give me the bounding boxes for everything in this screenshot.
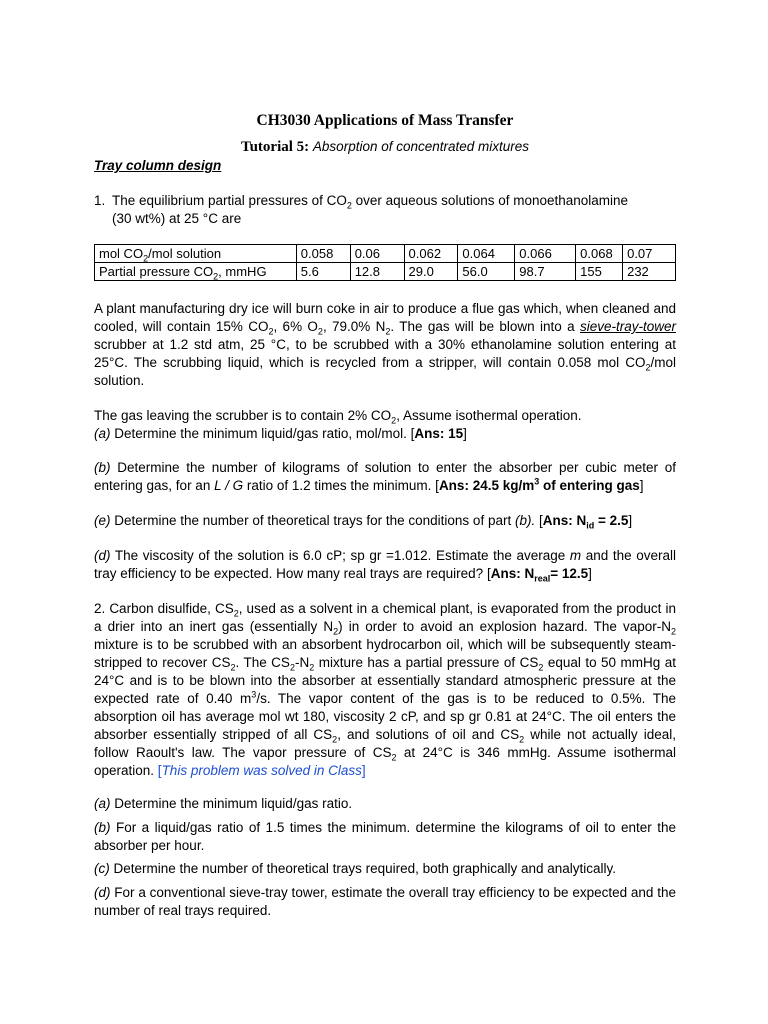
table-cell: 0.066 <box>515 245 576 263</box>
table-cell: 155 <box>576 263 623 281</box>
q2-part-a: (a) Determine the minimum liquid/gas ratio. <box>94 796 353 811</box>
question-2: 2. Carbon disulfide, $CS_2$, used as a solvent in a chemical plant, is evaporated from the product in a drier into an inert gas (essentially $N_2$) in order to avoid an explosion hazard. The vapor-$N_2$ mixture is to be scrubbed with an absorbent hydrocarbon oil, which will be subsequently steam-stripped to recover $CS_2$. The $CS_2-N_2$ mixture has a partial pressure of $CS_2$ equal to 50 mmHg at 24°C and is to be blown into the absorber at essentially standard atmospheric pressure at the expected rate of 0.40 $m^3/s$. The vapor content of the gas is to be reduced to 0.5%. The absorption oil has average mol wt 180, viscosity 2 cP, and sp gr 0.81 at 24°C. The oil enters the absorber essentially stripped of all $CS_2$, and solutions of oil and $CS_2$ while not actually ideal, follow Raoult's law. The vapor pressure of $CS_2$ at 24°C is 346 mmHg. Assume isothermal operation. [This problem was solved in Class] <box>94 601 677 778</box>
page-title: CH3030 Applications of Mass Transfer <box>256 112 514 129</box>
table-cell: 12.8 <box>350 263 404 281</box>
tutorial-heading <box>94 139 676 156</box>
part-d: (d) The viscosity of the solution is 6.0 cP; sp gr =1.012. Estimate the average m and the overall tray efficiency to be expected. How many real trays are required? [Ans: $N_{real}= 12.5$] <box>94 548 676 584</box>
paragraph-plant: A plant manufacturing dry ice will burn coke in air to produce a flue gas which, when cleaned and cooled, will contain 15% $CO_2$, 6% $O_2$, 79.0% $N_2$. The gas will be blown into a sieve-tray-tower scrubber at 1.2 std atm, 25 °C, to be scrubbed with a 30% ethanolamine solution entering at 25°C. The scrubbing liquid, which is recycled from a stripper, will contain 0.058 mol $CO_2$/mol solution. <box>94 301 677 388</box>
part-b: (b) Determine the number of kilograms of solution to enter the absorber per cubic meter of entering gas, for an L / G ratio of 1.2 times the minimum. [Ans: 24.5 $kg/m^3$ of entering gas] <box>94 460 676 493</box>
paragraph-gas-leaving: The gas leaving the scrubber is to contain 2% $CO_2$, Assume isothermal operation. (a) Determine the minimum liquid/gas ratio, mol/mol. [Ans: 15] <box>94 408 582 441</box>
row-label: mol $CO_2$/mol solution <box>95 245 297 263</box>
tutorial-description: Absorption of concentrated mixtures <box>312 139 530 154</box>
table-cell: 232 <box>623 263 676 281</box>
table-cell: 0.062 <box>404 245 458 263</box>
table-row <box>95 263 676 281</box>
table-cell: 0.07 <box>623 245 676 263</box>
q2-part-b: (b) For a liquid/gas ratio of 1.5 times the minimum. determine the kilograms of oil to enter the absorber per hour. <box>94 820 676 853</box>
q2-part-d: (d) For a conventional sieve-tray tower, estimate the overall tray efficiency to be expected and the number of real trays required. <box>94 885 676 918</box>
equilibrium-table <box>94 244 676 281</box>
section-heading: Tray column design <box>94 158 222 173</box>
solved-in-class-note: This problem was solved in Class <box>161 763 362 778</box>
table-cell: 29.0 <box>404 263 458 281</box>
table-cell: 0.068 <box>576 245 623 263</box>
q2-part-c: (c) Determine the number of theoretical trays required, both graphically and analytically. <box>94 861 617 876</box>
table-cell: 0.064 <box>458 245 515 263</box>
part-e: (e) Determine the number of theoretical trays for the conditions of part (b). [Ans: $N_{id} = 2.5$] <box>94 513 633 531</box>
table-cell: 56.0 <box>458 263 515 281</box>
row-label: Partial pressure $CO_2$, mmHG <box>95 263 297 281</box>
table-row <box>95 245 676 263</box>
table-cell: 98.7 <box>515 263 576 281</box>
table-cell: 5.6 <box>296 263 350 281</box>
table-cell: 0.058 <box>296 245 350 263</box>
question-1-intro: 1. The equilibrium partial pressures of $CO_2$ over aqueous solutions of monoethanolamine (30 wt%) at 25 °C are <box>94 193 629 226</box>
table-cell: 0.06 <box>350 245 404 263</box>
tutorial-label: Tutorial 5: <box>240 139 310 155</box>
